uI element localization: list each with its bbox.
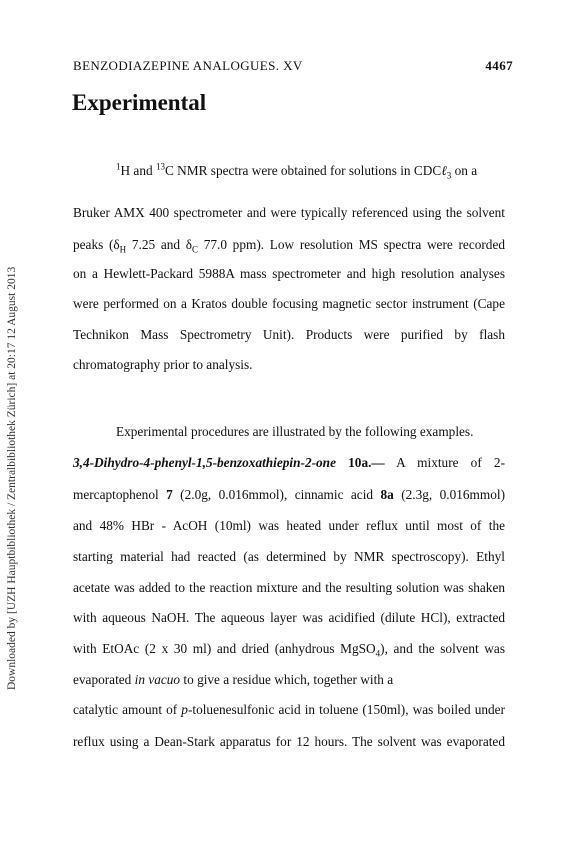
para2-line11: reflux using a Dean-Stark apparatus for 12 hours. The solvent was evaporated [73,734,505,749]
page-number: 4467 [485,58,513,73]
para1-line5: were performed on a Kratos double focusing magnetic sector instrument (Cape [73,296,505,311]
para1-line7: chromatography prior to analysis. [73,357,253,372]
para1-line4: on a Hewlett-Packard 5988A mass spectrometer and high resolution analyses [73,266,505,281]
para2-line3: mercaptophenol 7 (2.0g, 0.016mmol), cinnamic acid 8a (2.3g, 0.016mmol) [73,487,506,502]
para2-line2: 3,4-Dihydro-4-phenyl-1,5-benzoxathiepin-2-one 10a.— A mixture of 2- [73,455,505,470]
para1-line2: Bruker AMX 400 spectrometer and were typically referenced using the solvent [73,205,505,220]
download-watermark: Downloaded by [UZH Hauptbibliothek / Zentralbibliothek Zürich] at 20:17 12 August 2013 [6,266,18,690]
para1-line6: Technikon Mass Spectrometry Unit). Products were purified by flash [73,327,505,342]
para1-line3: peaks ($\delta_H$ 7.25 and $\delta_C$ 77.0 ppm). Low resolution MS spectra were recorded [73,237,505,255]
para2-line7: with aqueous NaOH. The aqueous layer was acidified (dilute HCl), extracted [73,610,505,625]
para2-line10: catalytic amount of p-toluenesulfonic acid in toluene (150ml), was boiled under [73,702,506,717]
para2-line4: and 48% HBr - AcOH (10ml) was heated under reflux until most of the [73,518,505,533]
para2-line5: starting material had reacted (as determined by NMR spectroscopy). Ethyl [73,549,505,564]
para1-line1: $^1$H and $^{13}$C NMR spectra were obtained for solutions in CDCℓ$_3$ on a [116,161,478,181]
section-title: Experimental [72,90,207,115]
para2-line9: evaporated in vacuo to give a residue which, together with a [73,672,394,687]
compound-name: 3,4-Dihydro-4-phenyl-1,5-benzoxathiepin-2-one [73,455,336,470]
para2-line8: with EtOAc (2 x 30 ml) and dried (anhydrous MgSO$_4$), and the solvent was [73,641,505,659]
para2-line1: Experimental procedures are illustrated by the following examples. [116,424,474,439]
running-head-title: BENZODIAZEPINE ANALOGUES. XV [73,58,303,73]
para2-line6: acetate was added to the reaction mixture and the resulting solution was shaken [73,580,505,595]
